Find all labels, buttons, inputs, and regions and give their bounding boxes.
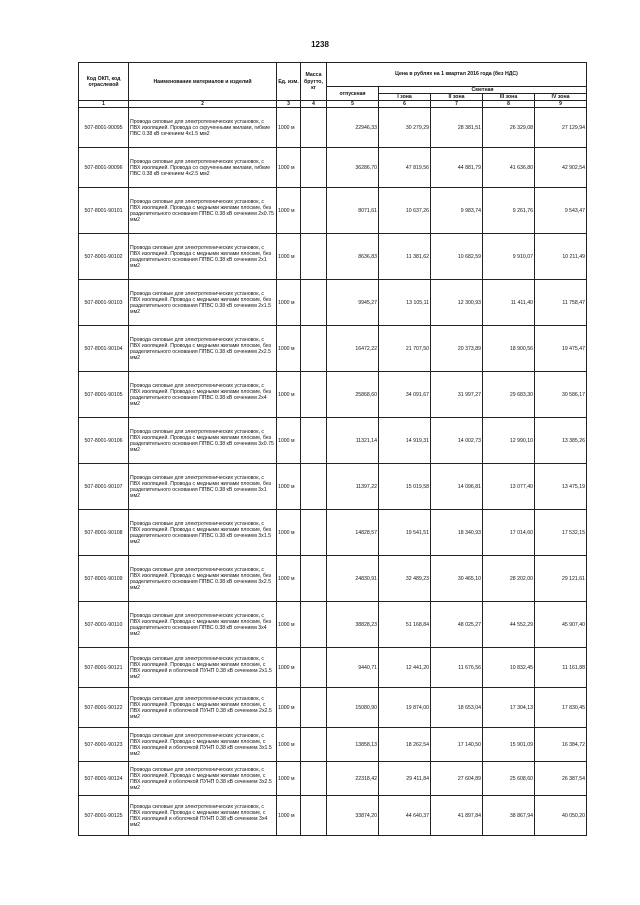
- mass: [301, 188, 327, 234]
- release-price: 36286,70: [327, 148, 379, 188]
- header-unit: Ед. изм.: [277, 63, 301, 101]
- product-code: 507-8001-90102: [79, 234, 129, 280]
- product-name: Провода силовые для электротехнических установок, с ПВХ изоляцией. Провода с медными жилами плоские, без разделительного основания ППВС 0.38 кВ сечением 3х0.75 мм2: [129, 418, 277, 464]
- release-price: 9440,71: [327, 648, 379, 688]
- zone-3-price: 41 636,80: [483, 148, 535, 188]
- table-row: [79, 108, 587, 148]
- release-price: 33874,20: [327, 796, 379, 836]
- product-name: Провода силовые для электротехнических установок, с ПВХ изоляцией. Провода с медными жилами плоские, без разделительного основания ППВС 0.38 кВ сечением 3х4 мм2: [129, 602, 277, 648]
- zone-2-price: 10 682,59: [431, 234, 483, 280]
- release-price: 24830,91: [327, 556, 379, 602]
- zone-2-price: 30 465,10: [431, 556, 483, 602]
- zone-4-price: 19 475,47: [535, 326, 587, 372]
- zone-4-price: 17 830,45: [535, 688, 587, 728]
- zone-3-price: 25 608,60: [483, 762, 535, 796]
- zone-3-price: 15 901,09: [483, 728, 535, 762]
- zone-1-price: 21 707,50: [379, 326, 431, 372]
- zone-4-price: 29 121,61: [535, 556, 587, 602]
- mass: [301, 418, 327, 464]
- mass: [301, 648, 327, 688]
- unit: 1000 м: [277, 688, 301, 728]
- product-code: 507-8001-90121: [79, 648, 129, 688]
- release-price: 13858,13: [327, 728, 379, 762]
- unit: 1000 м: [277, 510, 301, 556]
- table-row: [79, 796, 587, 836]
- product-code: 507-8001-90105: [79, 372, 129, 418]
- zone-3-price: 29 683,30: [483, 372, 535, 418]
- table-row: [79, 372, 587, 418]
- zone-1-price: 10 637,26: [379, 188, 431, 234]
- unit: 1000 м: [277, 728, 301, 762]
- header-mass: Масса брутто, кг: [301, 63, 327, 101]
- zone-2-price: 31 997,27: [431, 372, 483, 418]
- table-row: [79, 234, 587, 280]
- table-row: [79, 280, 587, 326]
- release-price: 14828,57: [327, 510, 379, 556]
- column-number: 2: [129, 101, 277, 108]
- table-body: [79, 108, 587, 836]
- table-row: [79, 688, 587, 728]
- unit: 1000 м: [277, 234, 301, 280]
- header-price-group: Цена в рублях на 1 квартал 2016 года (без НДС): [327, 63, 587, 87]
- unit: 1000 м: [277, 108, 301, 148]
- release-price: 16472,22: [327, 326, 379, 372]
- unit: 1000 м: [277, 148, 301, 188]
- unit: 1000 м: [277, 762, 301, 796]
- zone-3-price: 44 552,29: [483, 602, 535, 648]
- mass: [301, 464, 327, 510]
- table-row: [79, 728, 587, 762]
- release-price: 22946,33: [327, 108, 379, 148]
- zone-1-price: 14 919,31: [379, 418, 431, 464]
- product-name: Провода силовые для электротехнических установок, с ПВХ изоляцией. Провода с медными жилами плоские, без разделительного основания ППВС 0.38 кВ сечением 2х4 мм2: [129, 372, 277, 418]
- mass: [301, 234, 327, 280]
- product-code: 507-8001-90106: [79, 418, 129, 464]
- product-code: 507-8001-90107: [79, 464, 129, 510]
- zone-2-price: 44 881,79: [431, 148, 483, 188]
- product-code: 507-8001-90101: [79, 188, 129, 234]
- zone-1-price: 51 168,84: [379, 602, 431, 648]
- release-price: 9945,27: [327, 280, 379, 326]
- table-row: [79, 762, 587, 796]
- zone-4-price: 17 532,15: [535, 510, 587, 556]
- column-number: 7: [431, 101, 483, 108]
- mass: [301, 602, 327, 648]
- zone-3-price: 9 261,76: [483, 188, 535, 234]
- header-zone-2: II зона: [431, 94, 483, 101]
- mass: [301, 148, 327, 188]
- mass: [301, 762, 327, 796]
- table-row: [79, 464, 587, 510]
- zone-2-price: 20 373,89: [431, 326, 483, 372]
- header-release-price: отпускная: [327, 87, 379, 101]
- column-number: 3: [277, 101, 301, 108]
- product-name: Провода силовые для электротехнических установок, с ПВХ изоляцией. Провода с медными жилами плоские, с ПВХ изоляцией и оболочкой ПУНП 0.38 кВ сечением 2х2.5 мм2: [129, 688, 277, 728]
- zone-3-price: 17 304,13: [483, 688, 535, 728]
- column-number: 4: [301, 101, 327, 108]
- product-code: 507-8001-90095: [79, 108, 129, 148]
- product-name: Провода силовые для электротехнических установок, с ПВХ изоляцией. Провода с медными жилами плоские, без разделительного основания ППВС 0.38 кВ сечением 2х2.5 мм2: [129, 326, 277, 372]
- table-row: [79, 556, 587, 602]
- product-name: Провода силовые для электротехнических установок, с ПВХ изоляцией. Провода с медными жилами плоские, без разделительного основания ППВС 0.38 кВ сечением 3х2.5 мм2: [129, 556, 277, 602]
- mass: [301, 108, 327, 148]
- release-price: 25868,60: [327, 372, 379, 418]
- column-number: 5: [327, 101, 379, 108]
- unit: 1000 м: [277, 648, 301, 688]
- zone-3-price: 10 832,45: [483, 648, 535, 688]
- zone-4-price: 42 902,54: [535, 148, 587, 188]
- product-name: Провода силовые для электротехнических установок, с ПВХ изоляцией. Провода с медными жилами плоские, с ПВХ изоляцией и оболочкой ПУНП 0.38 кВ сечением 2х1.5 мм2: [129, 648, 277, 688]
- zone-2-price: 14 096,81: [431, 464, 483, 510]
- zone-4-price: 16 384,72: [535, 728, 587, 762]
- product-name: Провода силовые для электротехнических установок, с ПВХ изоляцией. Провода со скрученными жилами, гибкие ПВС 0.38 кВ сечением 4х2.5 мм2: [129, 148, 277, 188]
- zone-3-price: 26 329,08: [483, 108, 535, 148]
- zone-2-price: 17 140,50: [431, 728, 483, 762]
- zone-2-price: 9 983,74: [431, 188, 483, 234]
- product-name: Провода силовые для электротехнических установок, с ПВХ изоляцией. Провода с медными жилами плоские, без разделительного основания ППВС 0.38 кВ сечением 2х1 мм2: [129, 234, 277, 280]
- unit: 1000 м: [277, 796, 301, 836]
- release-price: 22318,42: [327, 762, 379, 796]
- product-code: 507-8001-90108: [79, 510, 129, 556]
- zone-4-price: 10 211,49: [535, 234, 587, 280]
- release-price: 38828,23: [327, 602, 379, 648]
- table-row: [79, 602, 587, 648]
- zone-1-price: 19 541,51: [379, 510, 431, 556]
- zone-1-price: 18 262,54: [379, 728, 431, 762]
- table-row: [79, 418, 587, 464]
- header-estimate-price: Сметная: [379, 87, 587, 94]
- table-row: [79, 326, 587, 372]
- column-number: 8: [483, 101, 535, 108]
- unit: 1000 м: [277, 602, 301, 648]
- mass: [301, 728, 327, 762]
- mass: [301, 510, 327, 556]
- product-code: 507-8001-90123: [79, 728, 129, 762]
- zone-1-price: 15 019,58: [379, 464, 431, 510]
- zone-1-price: 11 381,62: [379, 234, 431, 280]
- header-name: Наименование материалов и изделий: [129, 63, 277, 101]
- mass: [301, 326, 327, 372]
- table-row: [79, 648, 587, 688]
- zone-1-price: 19 874,00: [379, 688, 431, 728]
- column-number: 1: [79, 101, 129, 108]
- column-number-row: [79, 101, 587, 108]
- product-name: Провода силовые для электротехнических установок, с ПВХ изоляцией. Провода с медными жилами плоские, без разделительного основания ППВС 0.38 кВ сечением 2х0.75 мм2: [129, 188, 277, 234]
- product-name: Провода силовые для электротехнических установок, с ПВХ изоляцией. Провода с медными жилами плоские, с ПВХ изоляцией и оболочкой ПУНП 0.38 кВ сечением 3х4 мм2: [129, 796, 277, 836]
- table-row: [79, 510, 587, 556]
- product-name: Провода силовые для электротехнических установок, с ПВХ изоляцией. Провода с медными жилами плоские, без разделительного основания ППВС 0.38 кВ сечением 3х1 мм2: [129, 464, 277, 510]
- mass: [301, 688, 327, 728]
- page-number: 1238: [311, 40, 329, 49]
- zone-1-price: 30 279,29: [379, 108, 431, 148]
- column-number: 9: [535, 101, 587, 108]
- product-code: 507-8001-90109: [79, 556, 129, 602]
- unit: 1000 м: [277, 418, 301, 464]
- zone-3-price: 9 910,07: [483, 234, 535, 280]
- zone-4-price: 27 129,94: [535, 108, 587, 148]
- zone-4-price: 11 161,88: [535, 648, 587, 688]
- unit: 1000 м: [277, 188, 301, 234]
- release-price: 15080,90: [327, 688, 379, 728]
- zone-3-price: 18 900,56: [483, 326, 535, 372]
- product-code: 507-8001-90096: [79, 148, 129, 188]
- unit: 1000 м: [277, 464, 301, 510]
- zone-2-price: 27 604,89: [431, 762, 483, 796]
- table-row: [79, 188, 587, 234]
- product-name: Провода силовые для электротехнических установок, с ПВХ изоляцией. Провода с медными жилами плоские, без разделительного основания ППВС 0.38 кВ сечением 2х1.5 мм2: [129, 280, 277, 326]
- zone-3-price: 17 014,60: [483, 510, 535, 556]
- zone-2-price: 48 025,27: [431, 602, 483, 648]
- product-code: 507-8001-90110: [79, 602, 129, 648]
- zone-2-price: 41 897,84: [431, 796, 483, 836]
- zone-1-price: 12 441,20: [379, 648, 431, 688]
- product-name: Провода силовые для электротехнических установок, с ПВХ изоляцией. Провода с медными жилами плоские, без разделительного основания ППВС 0.38 кВ сечением 3х1.5 мм2: [129, 510, 277, 556]
- zone-4-price: 13 475,19: [535, 464, 587, 510]
- zone-3-price: 28 202,00: [483, 556, 535, 602]
- zone-4-price: 26 387,54: [535, 762, 587, 796]
- product-code: 507-8001-90122: [79, 688, 129, 728]
- mass: [301, 280, 327, 326]
- zone-1-price: 13 105,11: [379, 280, 431, 326]
- product-code: 507-8001-90125: [79, 796, 129, 836]
- release-price: 8636,83: [327, 234, 379, 280]
- release-price: 8071,61: [327, 188, 379, 234]
- release-price: 11397,22: [327, 464, 379, 510]
- zone-1-price: 47 819,56: [379, 148, 431, 188]
- zone-4-price: 11 758,47: [535, 280, 587, 326]
- mass: [301, 556, 327, 602]
- zone-4-price: 9 543,47: [535, 188, 587, 234]
- product-name: Провода силовые для электротехнических установок, с ПВХ изоляцией. Провода со скрученными жилами, гибкие ПВС 0.38 кВ сечением 4х1.5 мм2: [129, 108, 277, 148]
- zone-2-price: 18 653,04: [431, 688, 483, 728]
- zone-4-price: 40 050,20: [535, 796, 587, 836]
- product-code: 507-8001-90124: [79, 762, 129, 796]
- mass: [301, 372, 327, 418]
- zone-2-price: 14 002,73: [431, 418, 483, 464]
- zone-4-price: 30 586,17: [535, 372, 587, 418]
- zone-3-price: 12 990,10: [483, 418, 535, 464]
- unit: 1000 м: [277, 556, 301, 602]
- product-code: 507-8001-90104: [79, 326, 129, 372]
- table-row: [79, 148, 587, 188]
- zone-3-price: 11 411,40: [483, 280, 535, 326]
- unit: 1000 м: [277, 372, 301, 418]
- release-price: 11321,14: [327, 418, 379, 464]
- mass: [301, 796, 327, 836]
- zone-3-price: 38 867,94: [483, 796, 535, 836]
- zone-2-price: 12 300,93: [431, 280, 483, 326]
- product-name: Провода силовые для электротехнических установок, с ПВХ изоляцией. Провода с медными жилами плоские, с ПВХ изоляцией и оболочкой ПУНП 0.38 кВ сечением 3х2.5 мм2: [129, 762, 277, 796]
- zone-4-price: 45 907,40: [535, 602, 587, 648]
- zone-2-price: 28 381,51: [431, 108, 483, 148]
- column-number: 6: [379, 101, 431, 108]
- header-zone-3: III зона: [483, 94, 535, 101]
- price-table: [78, 62, 587, 836]
- zone-1-price: 44 640,37: [379, 796, 431, 836]
- unit: 1000 м: [277, 280, 301, 326]
- zone-2-price: 18 340,93: [431, 510, 483, 556]
- zone-3-price: 13 077,40: [483, 464, 535, 510]
- zone-1-price: 32 489,23: [379, 556, 431, 602]
- header-zone-4: IV зона: [535, 94, 587, 101]
- header-code: Код ОКП, код отраслевой: [79, 63, 129, 101]
- zone-4-price: 13 385,26: [535, 418, 587, 464]
- zone-2-price: 11 676,56: [431, 648, 483, 688]
- zone-1-price: 34 091,67: [379, 372, 431, 418]
- product-code: 507-8001-90103: [79, 280, 129, 326]
- unit: 1000 м: [277, 326, 301, 372]
- product-name: Провода силовые для электротехнических установок, с ПВХ изоляцией. Провода с медными жилами плоские, с ПВХ изоляцией и оболочкой ПУНП 0.38 кВ сечением 3х1.5 мм2: [129, 728, 277, 762]
- zone-1-price: 29 411,84: [379, 762, 431, 796]
- header-zone-1: I зона: [379, 94, 431, 101]
